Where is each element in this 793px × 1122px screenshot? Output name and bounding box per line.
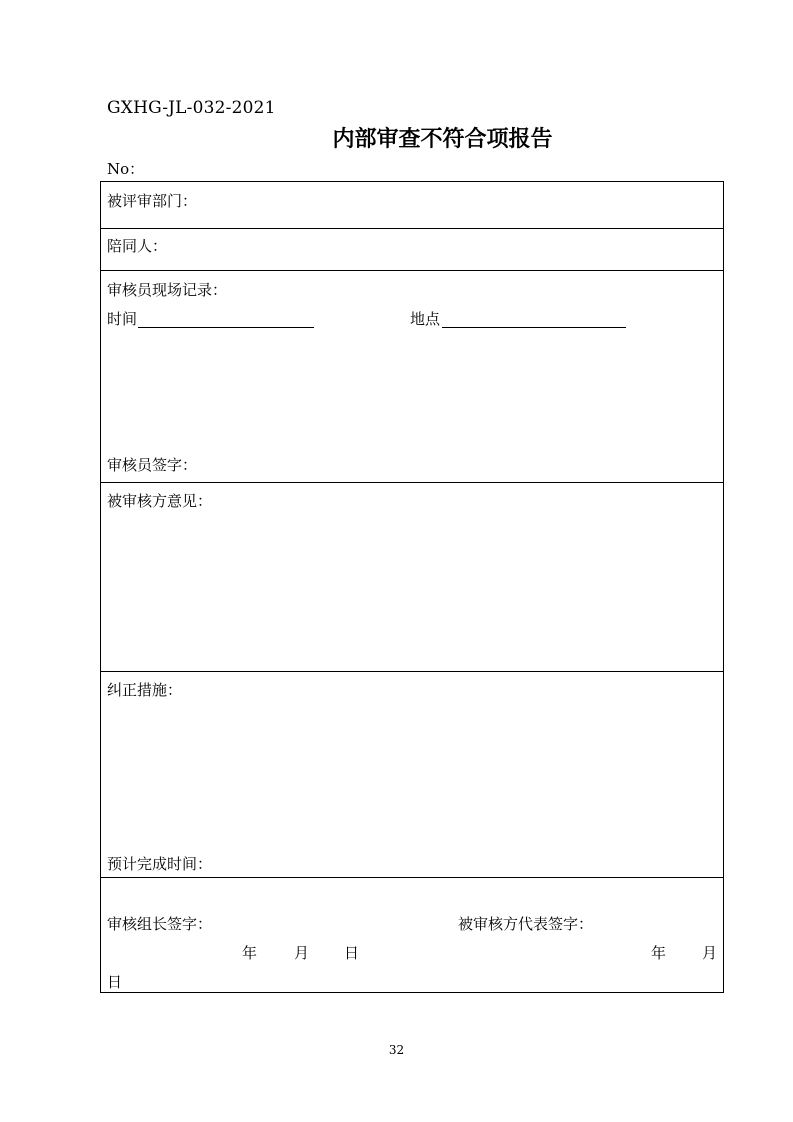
report-form [100,181,724,993]
companion-label: 陪同人： [107,237,168,255]
audited-department-label: 被评审部门： [107,192,198,210]
auditor-signature-label: 审核员签字： [107,456,198,474]
leader-date-year-label: 年 [242,944,258,962]
auditee-date-month-label: 月 [702,944,718,962]
row-corrective-action [101,672,723,878]
planned-completion-label: 预计完成时间： [107,855,213,873]
leader-date-day-label: 日 [344,944,360,962]
time-blank-line[interactable] [138,327,314,328]
place-label: 地点 [410,310,441,328]
auditee-opinion-label: 被审核方意见： [107,492,213,510]
auditee-date-year-label: 年 [651,944,667,962]
auditee-date-day-label: 日 [107,973,123,991]
audit-leader-signature-label: 审核组长签字： [107,915,213,933]
row-auditee-opinion [101,483,723,672]
row-companion [101,229,723,271]
place-blank-line[interactable] [442,327,626,328]
row-audited-department [101,182,723,229]
document-number-label: No： [107,160,145,178]
row-onsite-record [101,271,723,483]
row-signatures [101,878,723,994]
corrective-action-label: 纠正措施： [107,681,183,699]
document-code: GXHG-JL-032-2021 [107,98,276,118]
onsite-record-label: 审核员现场记录： [107,281,228,299]
page-number: 32 [388,1043,405,1057]
auditee-representative-signature-label: 被审核方代表签字： [458,915,594,933]
document-title: 内部审查不符合项报告 [332,126,553,152]
time-label: 时间 [107,310,138,328]
leader-date-month-label: 月 [294,944,310,962]
